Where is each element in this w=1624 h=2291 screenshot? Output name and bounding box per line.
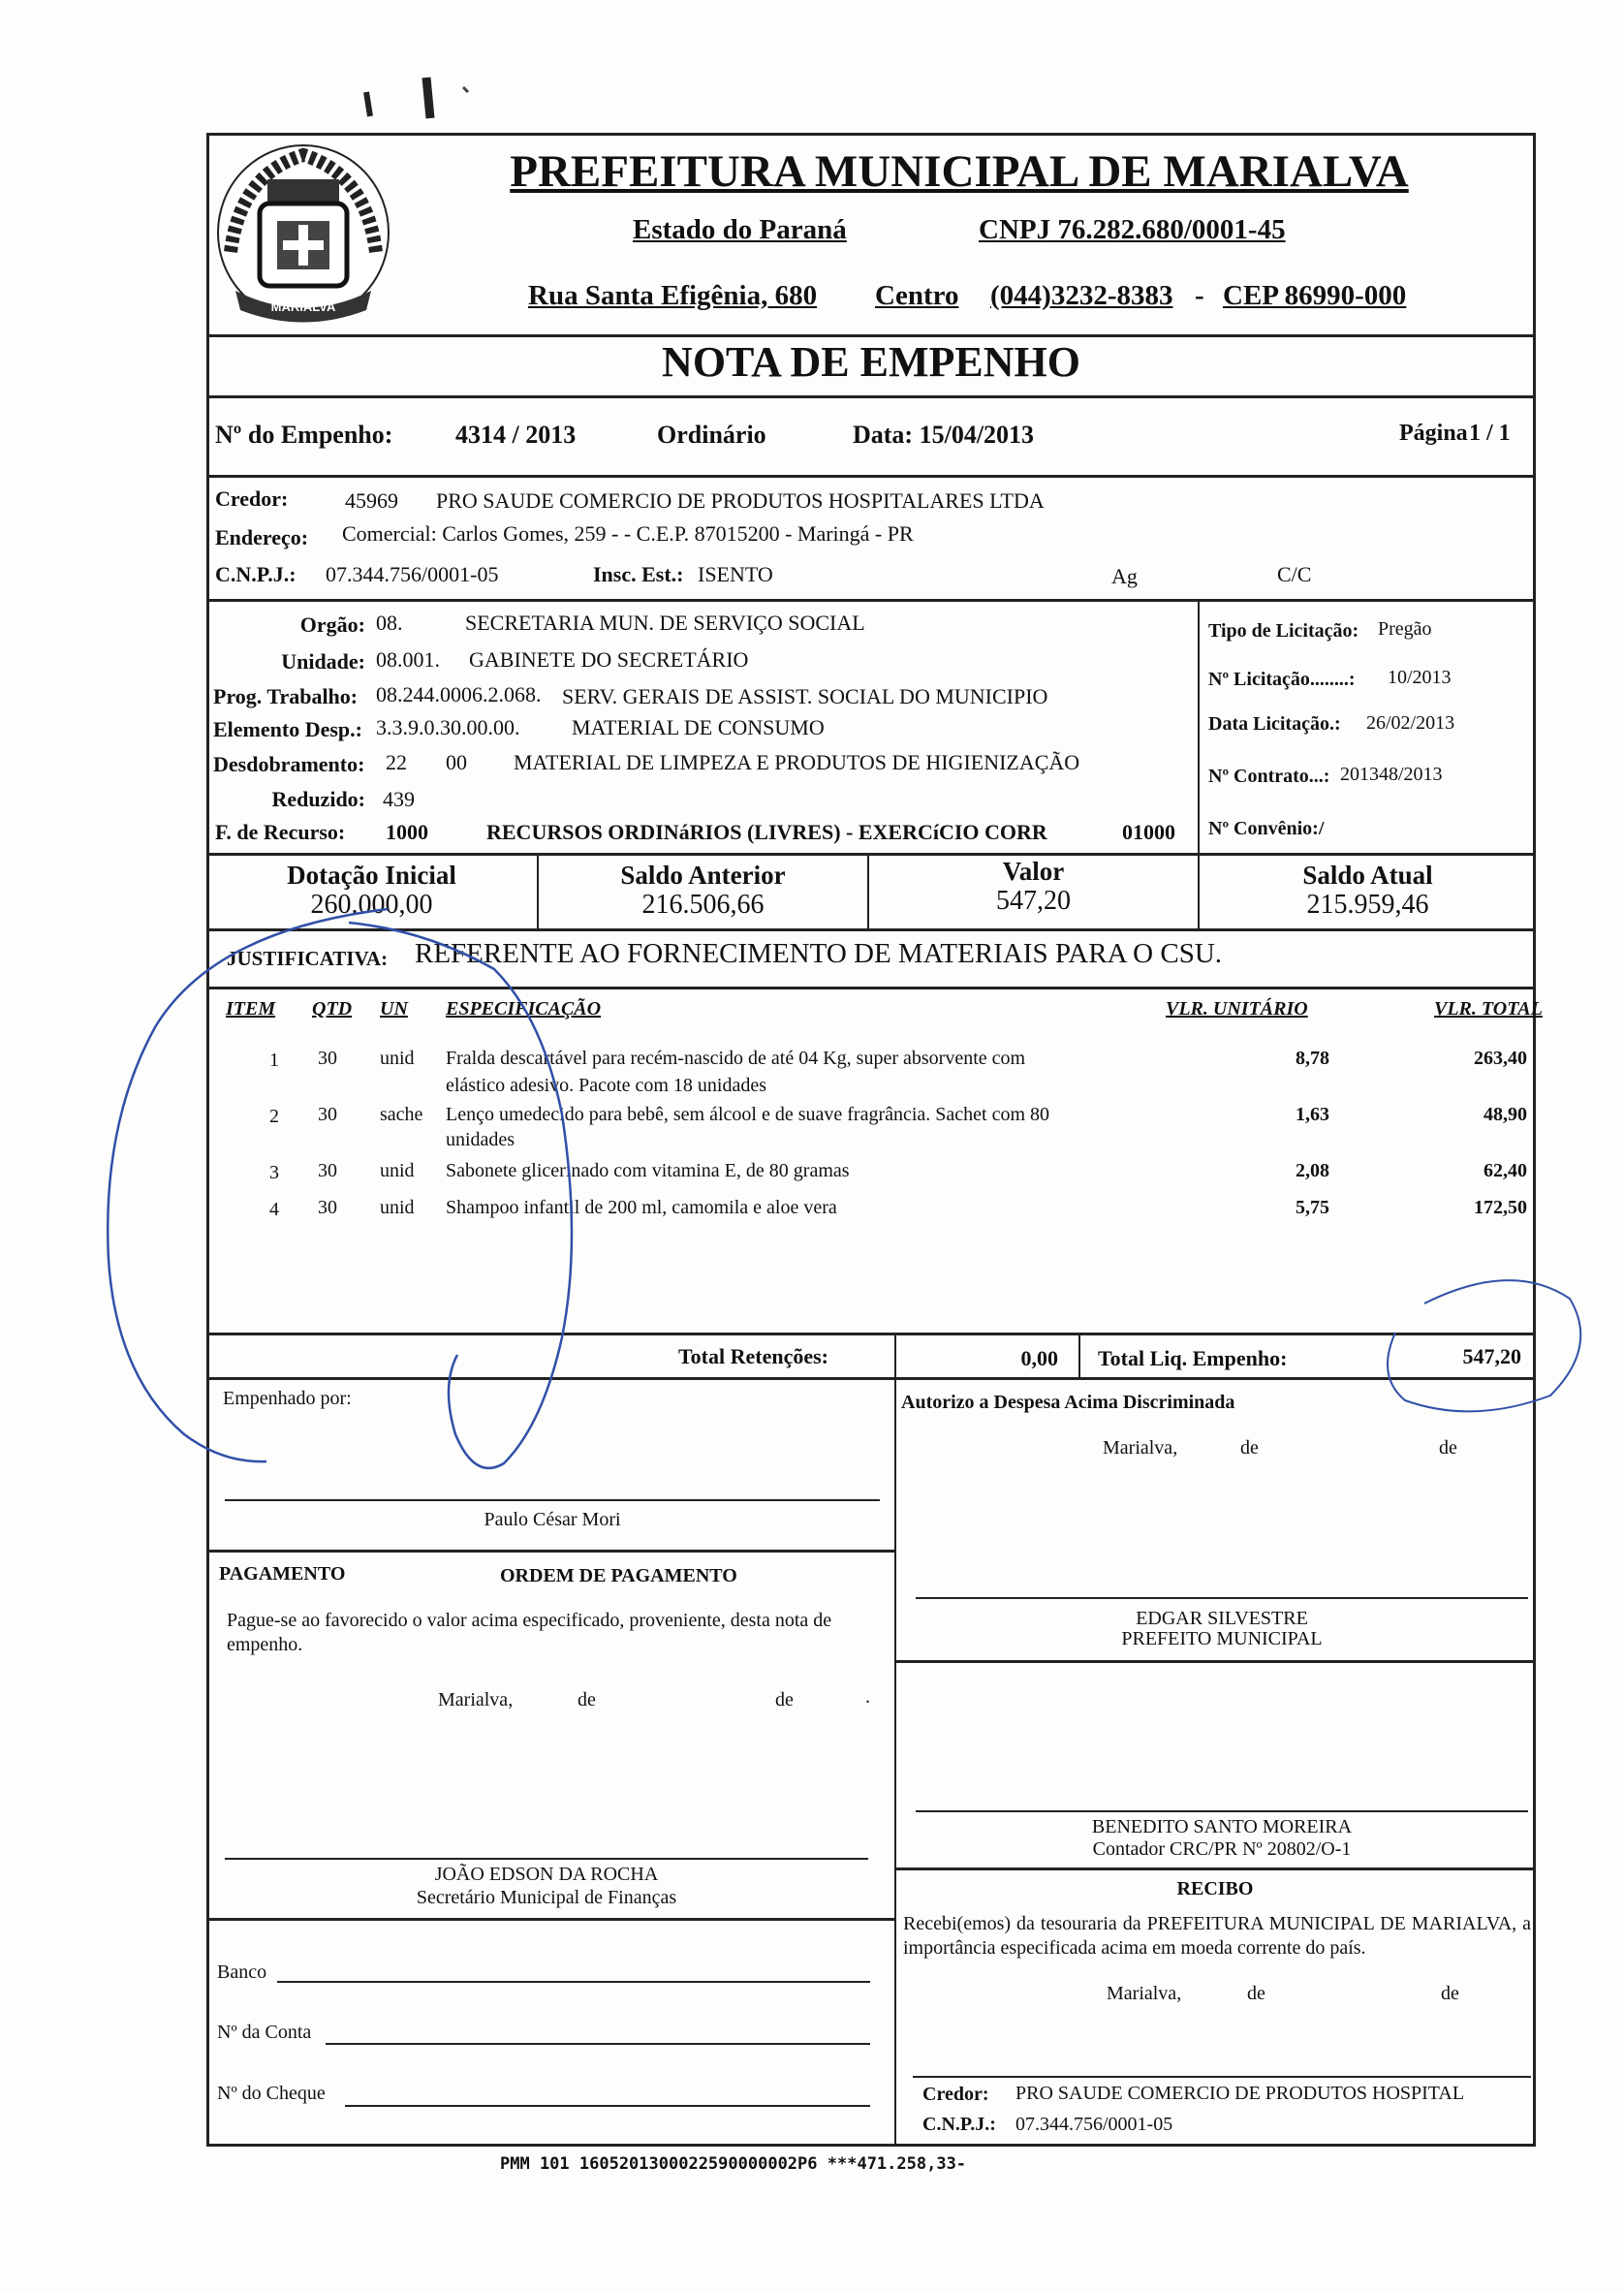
cnpj-label: C.N.P.J.: xyxy=(215,562,297,586)
item-desc: Lenço umedecido para bebê, sem álcool e de suave fragrância. Sachet com 80 xyxy=(446,1104,1050,1125)
pagamento-dot: . xyxy=(865,1686,870,1708)
data-licitacao-label: Data Licitação.: xyxy=(1208,713,1341,735)
item-total: 62,40 xyxy=(1483,1160,1527,1181)
pagamento-de1: de xyxy=(578,1689,596,1710)
autorizo-de1: de xyxy=(1240,1437,1259,1459)
saldo-atual-label: Saldo Atual xyxy=(1302,861,1433,890)
item-qtd: 30 xyxy=(318,1104,337,1125)
cheque-label: Nº do Cheque xyxy=(217,2083,326,2104)
reduzido-label: Reduzido: xyxy=(271,787,365,811)
valor-label: Valor xyxy=(1002,857,1065,886)
dotacao-value: 260.000,00 xyxy=(310,890,433,920)
item-total: 48,90 xyxy=(1483,1104,1527,1125)
item-desc-cont: elástico adesivo. Pacote com 18 unidades xyxy=(446,1075,767,1096)
header-street: Rua Santa Efigênia, 680 xyxy=(528,280,818,311)
header-dash: - xyxy=(1195,280,1204,311)
empenhado-name: Paulo César Mori xyxy=(484,1509,621,1530)
total-retencoes-value: 0,00 xyxy=(1020,1346,1058,1370)
justificativa-label: JUSTIFICATIVA: xyxy=(227,947,389,970)
data-licitacao-value: 26/02/2013 xyxy=(1366,712,1455,734)
item-desc: Fralda descartável para recém-nascido de até 04 Kg, super absorvente com xyxy=(446,1048,1026,1069)
saldo-atual-value: 215.959,46 xyxy=(1306,890,1429,920)
item-unit: 5,75 xyxy=(1296,1197,1329,1218)
recibo-place: Marialva, xyxy=(1107,1983,1182,2004)
convenio-label: Nº Convênio:/ xyxy=(1208,818,1325,839)
item-number: 1 xyxy=(269,1050,279,1071)
credor-code: 45969 xyxy=(345,488,398,513)
dotacao-label: Dotação Inicial xyxy=(287,861,456,890)
valor-value: 547,20 xyxy=(996,886,1071,916)
autorizo-de2: de xyxy=(1439,1437,1457,1459)
header-cnpj: CNPJ 76.282.680/0001-45 xyxy=(979,214,1286,245)
insc-value: ISENTO xyxy=(698,562,773,586)
item-un: unid xyxy=(380,1197,415,1218)
ordem-pagamento-label: ORDEM DE PAGAMENTO xyxy=(500,1565,737,1586)
item-desc: Shampoo infantil de 200 ml, camomila e aloe vera xyxy=(446,1197,837,1218)
autorizo-title: Autorizo a Despesa Acima Discriminada xyxy=(901,1392,1235,1413)
total-liquido-label: Total Liq. Empenho: xyxy=(1098,1346,1288,1370)
prog-name: SERV. GERAIS DE ASSIST. SOCIAL DO MUNICIPIO xyxy=(562,684,1048,708)
recibo-cnpj-label: C.N.P.J.: xyxy=(922,2114,996,2135)
item-total: 263,40 xyxy=(1474,1048,1527,1069)
contador-role: Contador CRC/PR Nº 20802/O-1 xyxy=(1092,1838,1352,1860)
recurso-name: RECURSOS ORDINáRIOS (LIVRES) - EXERCíCIO CORR xyxy=(486,820,1047,844)
desd-code2: 00 xyxy=(446,750,467,774)
recurso-code2: 01000 xyxy=(1122,820,1175,844)
total-retencoes-label: Total Retenções: xyxy=(678,1344,828,1368)
col-header-un: UN xyxy=(380,998,408,1020)
item-qtd: 30 xyxy=(318,1160,337,1181)
col-header-total: VLR. TOTAL xyxy=(1434,998,1543,1020)
elem-name: MATERIAL DE CONSUMO xyxy=(572,715,825,739)
autorizo-place: Marialva, xyxy=(1103,1437,1178,1459)
empenho-number: 4314 / 2013 xyxy=(455,421,577,449)
recibo-cnpj-value: 07.344.756/0001-05 xyxy=(1015,2114,1173,2135)
saldo-anterior-label: Saldo Anterior xyxy=(620,861,786,890)
footer-barcode-text: PMM 101 1605201300022590000002P6 ***471.258,33- xyxy=(500,2154,967,2174)
recibo-credor-label: Credor: xyxy=(922,2084,989,2105)
item-total: 172,50 xyxy=(1474,1197,1527,1218)
cc-label: C/C xyxy=(1277,562,1312,586)
empenho-date: Data: 15/04/2013 xyxy=(853,421,1035,449)
item-unit: 8,78 xyxy=(1296,1048,1329,1069)
secretario-name: JOÃO EDSON DA ROCHA xyxy=(434,1864,659,1885)
header-title: PREFEITURA MUNICIPAL DE MARIALVA xyxy=(510,146,1409,197)
doc-title: NOTA DE EMPENHO xyxy=(662,338,1080,386)
credor-label: Credor: xyxy=(215,486,289,511)
banco-label: Banco xyxy=(217,1961,267,1983)
insc-label: Insc. Est.: xyxy=(593,562,684,586)
pagamento-label: PAGAMENTO xyxy=(219,1563,346,1585)
prog-label: Prog. Trabalho: xyxy=(213,684,359,708)
header-district: Centro xyxy=(875,280,959,311)
header-state: Estado do Paraná xyxy=(633,214,847,245)
ag-label: Ag xyxy=(1111,564,1138,588)
unidade-code: 08.001. xyxy=(376,647,440,672)
secretario-role: Secretário Municipal de Finanças xyxy=(416,1887,677,1908)
pagamento-de2: de xyxy=(775,1689,794,1710)
recurso-label: F. de Recurso: xyxy=(215,820,346,844)
item-desc-cont: unidades xyxy=(446,1129,515,1150)
reduzido-code: 439 xyxy=(383,787,415,811)
recibo-de2: de xyxy=(1441,1983,1459,2004)
orgao-code: 08. xyxy=(376,611,403,635)
cnpj-value: 07.344.756/0001-05 xyxy=(326,562,499,586)
header-cep: CEP 86990-000 xyxy=(1223,280,1407,311)
contador-name: BENEDITO SANTO MOREIRA xyxy=(1091,1816,1353,1837)
page-label: Página xyxy=(1399,421,1468,446)
col-header-qtd: QTD xyxy=(312,998,353,1020)
orgao-label: Orgão: xyxy=(299,612,365,637)
svg-text:MARIALVA: MARIALVA xyxy=(270,299,336,314)
item-un: unid xyxy=(380,1048,415,1069)
prefeito-role: PREFEITO MUNICIPAL xyxy=(1121,1628,1323,1649)
item-un: sache xyxy=(380,1104,423,1125)
pagamento-text: Pague-se ao favorecido o valor acima especificado, proveniente, desta nota de empenho. xyxy=(227,1610,832,1655)
endereco-value: Comercial: Carlos Gomes, 259 - - C.E.P. 87015200 - Maringá - PR xyxy=(342,521,914,546)
recibo-text: Recebi(emos) da tesouraria da PREFEITURA MUNICIPAL DE MARIALVA, a importância especificada acima em moeda corrente do país. xyxy=(903,1913,1531,1959)
item-un: unid xyxy=(380,1160,415,1181)
desd-label: Desdobramento: xyxy=(213,752,365,776)
item-desc: Sabonete glicerinado com vitamina E, de 80 gramas xyxy=(446,1160,850,1181)
col-header-espec: ESPECIFICAÇÃO xyxy=(446,998,602,1020)
recurso-code: 1000 xyxy=(386,820,428,844)
empenhado-label: Empenhado por: xyxy=(223,1388,352,1409)
contrato-label: Nº Contrato...: xyxy=(1208,766,1330,787)
item-number: 3 xyxy=(269,1162,279,1183)
saldo-anterior-value: 216.506,66 xyxy=(641,890,765,920)
justificativa-text: REFERENTE AO FORNECIMENTO DE MATERIAIS PARA O CSU. xyxy=(415,938,1223,969)
col-header-item: ITEM xyxy=(226,998,276,1020)
tipo-licitacao-value: Pregão xyxy=(1378,618,1432,640)
item-number: 4 xyxy=(269,1199,279,1220)
unidade-label: Unidade: xyxy=(281,649,365,674)
recibo-title: RECIBO xyxy=(1176,1878,1254,1899)
page-value: 1 / 1 xyxy=(1469,421,1511,446)
desd-name: MATERIAL DE LIMPEZA E PRODUTOS DE HIGIENIZAÇÃO xyxy=(514,750,1080,774)
num-licitacao-value: 10/2013 xyxy=(1388,667,1452,688)
recibo-credor-value: PRO SAUDE COMERCIO DE PRODUTOS HOSPITAL xyxy=(1015,2083,1465,2104)
total-liquido-value: 547,20 xyxy=(1462,1344,1521,1368)
col-header-unit: VLR. UNITÁRIO xyxy=(1166,998,1308,1020)
elem-code: 3.3.9.0.30.00.00. xyxy=(376,715,520,739)
num-licitacao-label: Nº Licitação........: xyxy=(1208,669,1356,690)
item-unit: 1,63 xyxy=(1296,1104,1329,1125)
item-qtd: 30 xyxy=(318,1197,337,1218)
item-unit: 2,08 xyxy=(1296,1160,1329,1181)
contrato-value: 201348/2013 xyxy=(1340,764,1443,785)
recibo-de1: de xyxy=(1247,1983,1265,2004)
empenho-type: Ordinário xyxy=(657,421,766,449)
prog-code: 08.244.0006.2.068. xyxy=(376,682,542,706)
prefeito-name: EDGAR SILVESTRE xyxy=(1136,1608,1308,1629)
conta-label: Nº da Conta xyxy=(217,2022,312,2043)
orgao-name: SECRETARIA MUN. DE SERVIÇO SOCIAL xyxy=(465,611,865,635)
empenho-label: Nº do Empenho: xyxy=(215,421,393,449)
header-phone: (044)3232-8383 xyxy=(990,280,1173,311)
endereco-label: Endereço: xyxy=(215,525,309,549)
elem-label: Elemento Desp.: xyxy=(213,717,362,741)
pagamento-place: Marialva, xyxy=(438,1689,514,1710)
unidade-name: GABINETE DO SECRETÁRIO xyxy=(469,647,749,672)
desd-code1: 22 xyxy=(386,750,407,774)
item-number: 2 xyxy=(269,1106,279,1127)
item-qtd: 30 xyxy=(318,1048,337,1069)
tipo-licitacao-label: Tipo de Licitação: xyxy=(1208,620,1359,642)
credor-name: PRO SAUDE COMERCIO DE PRODUTOS HOSPITALARES LTDA xyxy=(436,488,1045,513)
